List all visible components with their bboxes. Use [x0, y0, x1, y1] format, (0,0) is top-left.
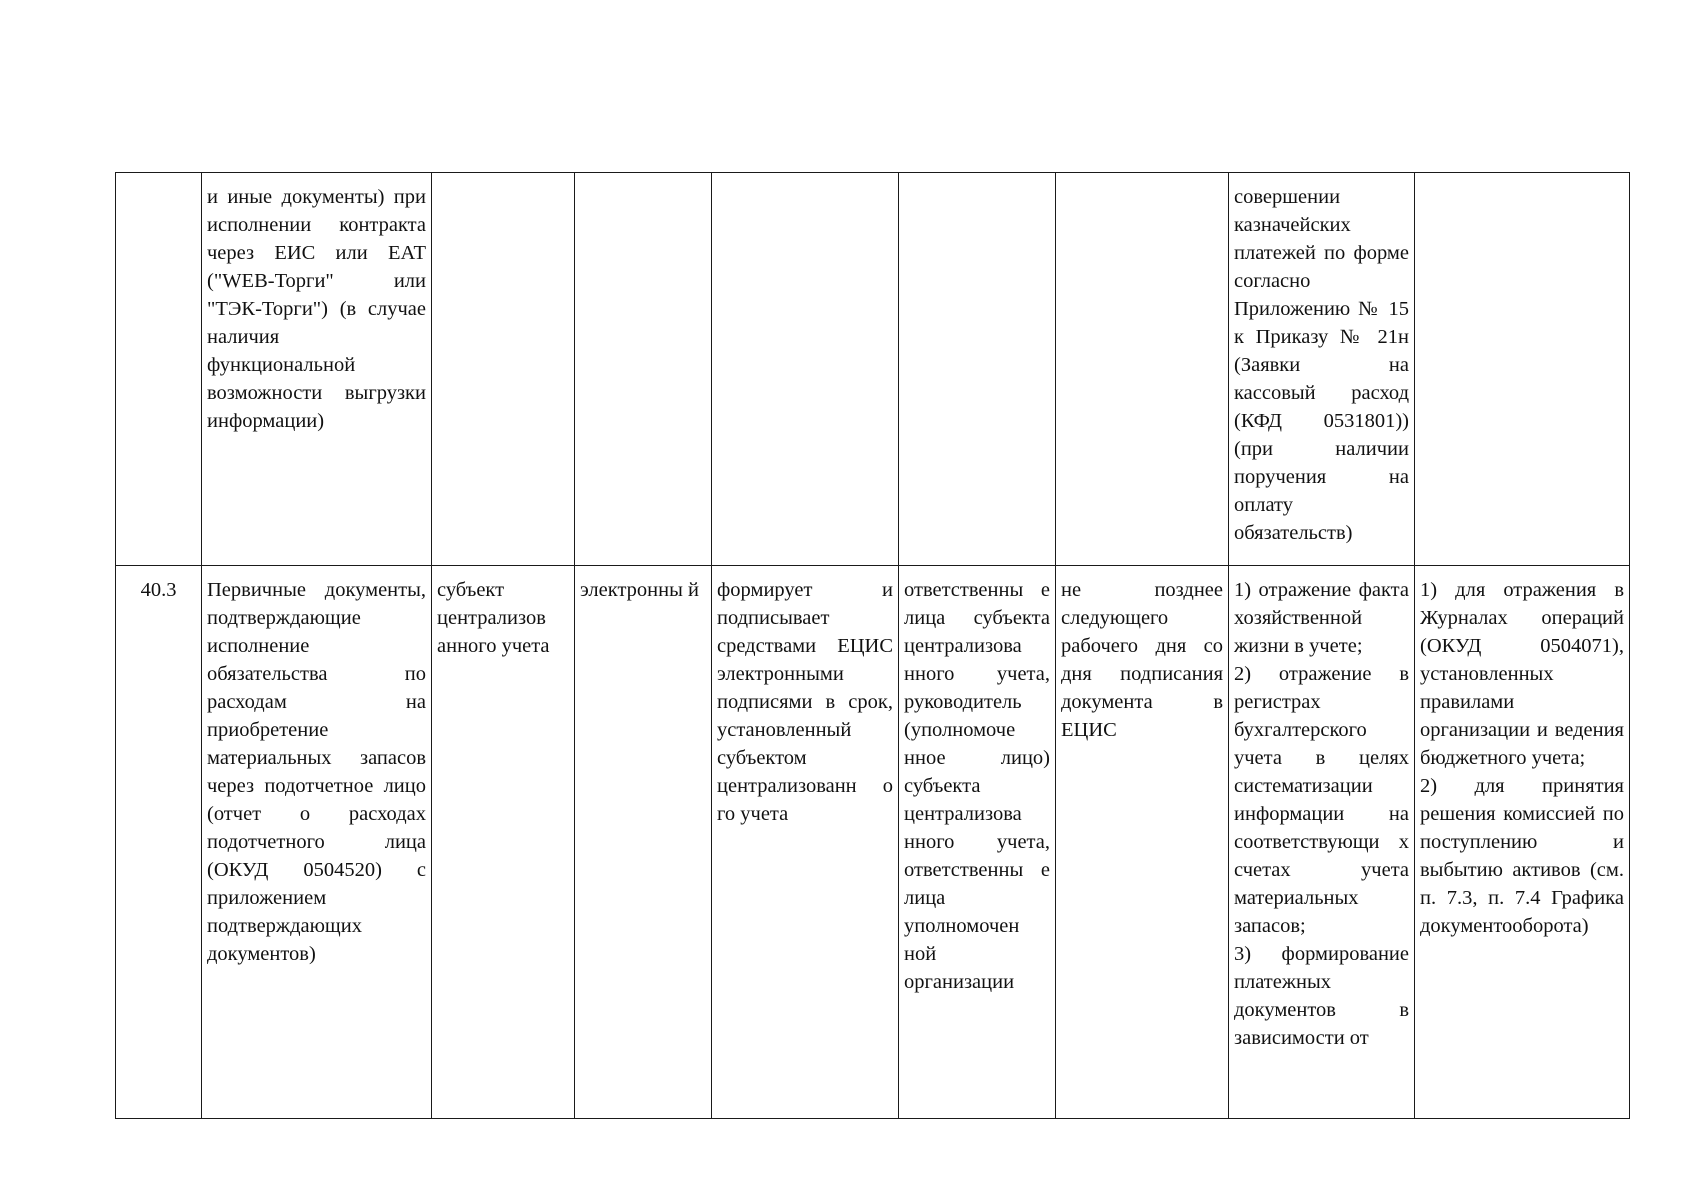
table-row — [116, 566, 1630, 1119]
action-cell: формирует и подписывает средствами ЕЦИС электронными подписями в срок, установленный субъектом централизованн о го учета — [712, 566, 899, 1119]
recipient-cell — [1415, 173, 1630, 566]
deadline-cell — [1056, 173, 1229, 566]
creator-cell: субъект централизов анного учета — [432, 566, 575, 1119]
document-flow-table — [115, 172, 1630, 1119]
recipient-cell: 1) для отражения в Журналах операций (ОКУД 0504071), установленных правилами организации и ведения бюджетного учета; 2) для принятия решения комиссией по поступлению и выбытию активов (см. п. 7.3, п. 7.4 Графика документооборота) — [1415, 566, 1630, 1119]
table-row — [116, 173, 1630, 566]
row-number-cell — [116, 173, 202, 566]
action-cell — [712, 173, 899, 566]
creator-cell — [432, 173, 575, 566]
responsible-cell — [899, 173, 1056, 566]
document-name-cell: и иные документы) при исполнении контракта через ЕИС или ЕАТ ("WEB-Торги" или "ТЭК-Торги") (в случае наличия функциональной возможности выгрузки информации) — [202, 173, 432, 566]
purpose-cell: совершении казначейских платежей по форме согласно Приложению № 15 к Приказу № 21н (Заявки на кассовый расход (КФД 0531801)) (при наличии поручения на оплату обязательств) — [1229, 173, 1415, 566]
purpose-cell: 1) отражение факта хозяйственной жизни в учете; 2) отражение в регистрах бухгалтерского учета в целях систематизации информации на соответствующи х счетах учета материальных запасов; 3) формирование платежных документов в зависимости от — [1229, 566, 1415, 1119]
form-cell: электронны й — [575, 566, 712, 1119]
row-number-cell: 40.3 — [116, 566, 202, 1119]
document-name-cell: Первичные документы, подтверждающие исполнение обязательства по расходам на приобретение материальных запасов через подотчетное лицо (отчет о расходах подотчетного лица (ОКУД 0504520) с приложением подтверждающих документов) — [202, 566, 432, 1119]
responsible-cell: ответственны е лица субъекта централизова нного учета, руководитель (уполномоче нное лицо) субъекта централизова нного учета, ответственны е лица уполномочен ной организации — [899, 566, 1056, 1119]
deadline-cell: не позднее следующего рабочего дня со дня подписания документа в ЕЦИС — [1056, 566, 1229, 1119]
form-cell — [575, 173, 712, 566]
